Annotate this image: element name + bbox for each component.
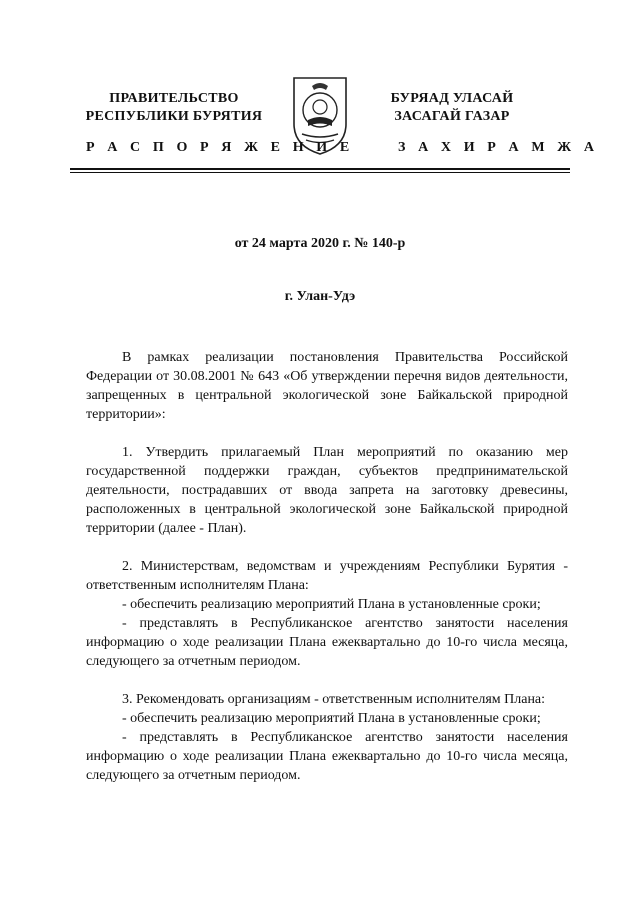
item-3-paragraph: 3. Рекомендовать организациям - ответственным исполнителям Плана:	[122, 692, 546, 707]
document-date-number: от 24 марта 2020 г. № 140-р	[234, 236, 406, 251]
paragraph-gap	[86, 538, 568, 557]
header-right-line-1: БУРЯАД УЛАСАЙ	[390, 91, 514, 106]
document-body	[86, 348, 568, 785]
item-3-subpoint-2: - представлять в Республиканское агентство занятости населения информацию о ходе реализации Плана ежеквартально до 10-го числа месяца, следующего за отчетным периодом.	[86, 730, 568, 783]
item-2-subpoint-2: - представлять в Республиканское агентство занятости населения информацию о ходе реализации Плана ежеквартально до 10-го числа месяца, следующего за отчетным периодом.	[86, 616, 568, 669]
item-1-paragraph: 1. Утвердить прилагаемый План мероприятий по оказанию мер государственной поддержки граждан, субъектов предпринимательской деятельности, пострадавших от ввода запрета на заготовку древесины, расположенных в центральной экологической зоне Байкальской природной территории (далее - План).	[86, 445, 568, 536]
header-right-line-2: ЗАСАГАЙ ГАЗАР	[394, 109, 510, 124]
header-divider	[70, 168, 570, 170]
header-divider-thin	[70, 172, 570, 173]
item-2-paragraph: 2. Министерствам, ведомствам и учреждениям Республики Бурятия - ответственным исполнителям Плана:	[86, 559, 568, 593]
header-right-org	[352, 90, 552, 126]
decree-title-ru: Р А С П О Р Я Ж Е Н И Е	[86, 140, 354, 155]
header-left-org	[64, 90, 284, 126]
header-left-line-1: ПРАВИТЕЛЬСТВО	[109, 91, 239, 106]
item-2-subpoint-1: - обеспечить реализацию мероприятий Плана в установленные сроки;	[122, 597, 541, 612]
preamble-paragraph: В рамках реализации постановления Правительства Российской Федерации от 30.08.2001 № 643 «Об утверждении перечня видов деятельности, запрещенных в центральной экологической зоне Байкальской природной территории»:	[86, 350, 568, 422]
document-city: г. Улан-Удэ	[284, 289, 356, 304]
paragraph-gap	[86, 424, 568, 443]
decree-title-bua: З А Х И Р А М Ж А	[398, 140, 599, 155]
header-left-line-2: РЕСПУБЛИКИ БУРЯТИЯ	[85, 109, 263, 124]
item-3-subpoint-1: - обеспечить реализацию мероприятий Плана в установленные сроки;	[122, 711, 541, 726]
paragraph-gap	[86, 671, 568, 690]
